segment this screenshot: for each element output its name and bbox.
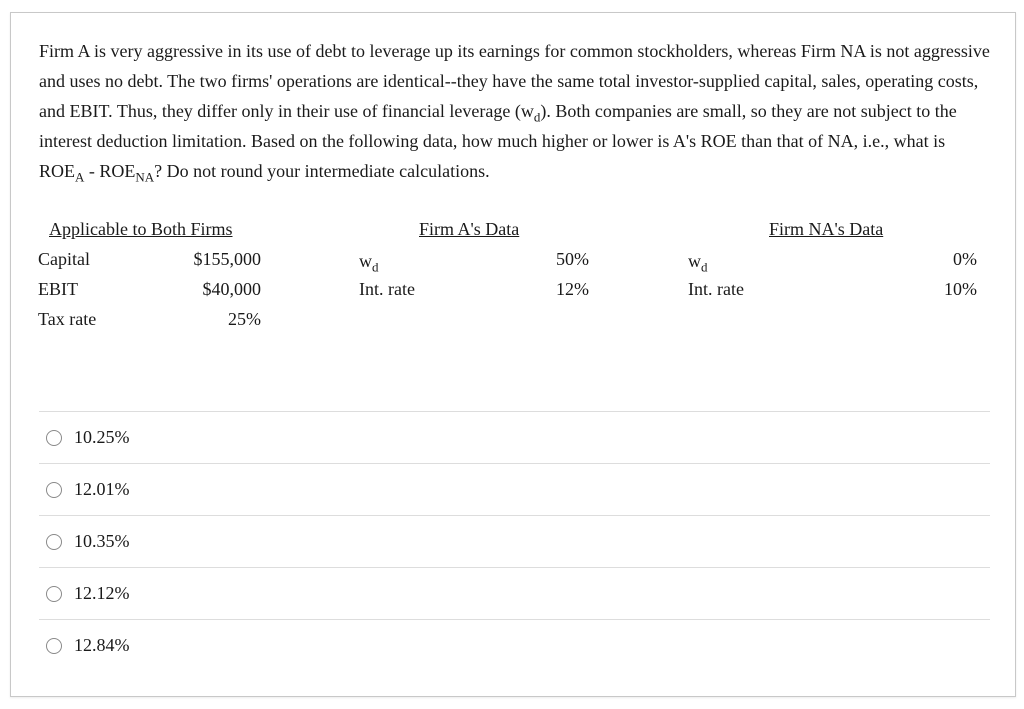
radio-button[interactable] bbox=[46, 534, 62, 550]
answer-option-label: 12.12% bbox=[74, 583, 130, 603]
answer-option-label: 10.35% bbox=[74, 531, 130, 551]
capital-value: $155,000 bbox=[193, 249, 261, 269]
subscript-a: A bbox=[75, 169, 85, 185]
radio-button[interactable] bbox=[46, 638, 62, 654]
radio-button[interactable] bbox=[46, 482, 62, 498]
ebit-label: EBIT bbox=[38, 279, 78, 299]
tax-rate-label: Tax rate bbox=[38, 309, 97, 329]
answer-option-label: 12.01% bbox=[74, 479, 130, 499]
answer-option-label: 12.84% bbox=[74, 635, 130, 655]
question-card bbox=[10, 12, 1016, 697]
firm-na-wd-value: 0% bbox=[953, 249, 977, 269]
answer-option[interactable] bbox=[39, 567, 990, 619]
both-firms-header: Applicable to Both Firms bbox=[49, 219, 233, 239]
firm-na-rate-label: Int. rate bbox=[688, 279, 744, 299]
firm-a-wd-letter: w bbox=[359, 251, 372, 271]
question-text-part4: ? Do not round your intermediate calculations. bbox=[154, 161, 490, 181]
capital-label: Capital bbox=[38, 249, 90, 269]
subscript-d: d bbox=[533, 109, 541, 125]
firm-na-rate-value: 10% bbox=[944, 279, 977, 299]
question-text bbox=[39, 36, 994, 186]
question-text-part2: ). Both companies are small, so they are not subject to the interest deduction limitation. Based on the following data, how much higher or lower is A's ROE than that of NA, i.e., what is ROE bbox=[39, 101, 957, 181]
subscript-na: NA bbox=[135, 169, 155, 185]
ebit-value: $40,000 bbox=[202, 279, 261, 299]
firm-a-wd-subscript: d bbox=[372, 259, 379, 275]
firm-a-header: Firm A's Data bbox=[419, 219, 520, 239]
firm-na-header: Firm NA's Data bbox=[769, 219, 884, 239]
firm-na-wd-letter: w bbox=[688, 251, 701, 271]
answer-option[interactable] bbox=[39, 411, 990, 463]
question-text-part3: - ROE bbox=[84, 161, 136, 181]
firm-a-rate-label: Int. rate bbox=[359, 279, 415, 299]
tax-rate-value: 25% bbox=[228, 309, 261, 329]
answer-option[interactable] bbox=[39, 515, 990, 567]
answer-option-label: 10.25% bbox=[74, 427, 130, 447]
question-text-part1: Firm A is very aggressive in its use of debt to leverage up its earnings for common stockholders, whereas Firm NA is not aggressive and uses no debt. The two firms' operations are identical--they have the same total investor-supplied capital, sales, operating costs, and EBIT. Thus, they differ only in their use of financial leverage (w bbox=[39, 41, 990, 121]
firm-a-wd-value: 50% bbox=[556, 249, 589, 269]
firm-a-wd-label bbox=[359, 250, 379, 275]
radio-button[interactable] bbox=[46, 586, 62, 602]
firm-na-wd-label bbox=[688, 250, 708, 275]
answer-options bbox=[39, 411, 990, 671]
radio-button[interactable] bbox=[46, 430, 62, 446]
answer-option[interactable] bbox=[39, 463, 990, 515]
answer-option[interactable] bbox=[39, 619, 990, 671]
firm-na-wd-subscript: d bbox=[701, 259, 708, 275]
firm-a-rate-value: 12% bbox=[556, 279, 589, 299]
